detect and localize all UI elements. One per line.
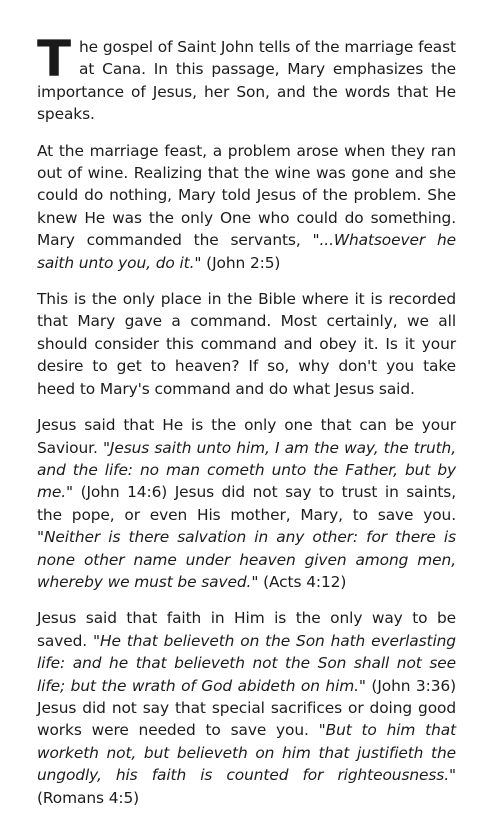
paragraph-4-text: Jesus said that He is the only one that can be your Saviour.	[37, 416, 456, 457]
paragraph-1	[37, 30, 456, 126]
scripture-quote-john-14-6: "Jesus saith unto him, I am the way, the truth, and the life: no man cometh unto the Father, but by me."	[37, 438, 456, 502]
scripture-quote-john-3-36: "He that believeth on the Son hath everlasting life: and he that believeth not the Son shall not see life; but the wrath of God abideth on him."	[37, 631, 456, 695]
scripture-quote-john-2-5: "...Whatsoever he saith unto you, do it."	[37, 231, 456, 272]
paragraph-4	[37, 414, 456, 593]
paragraph-2-text: At the marriage feast, a problem arose when they ran out of wine. Realizing that the wine was gone and she could do nothing, Mary told Jesus of the problem. She knew He was the only One who could do something. Mary commanded the servants,	[37, 141, 456, 250]
paragraph-3-text: This is the only place in the Bible where it is recorded that Mary gave a command. Most certainly, we all should consider this command and obey it. Is it your desire to get to heaven? If so, why don't you take heed to Mary's command and do what Jesus said.	[37, 290, 456, 398]
drop-cap-letter: T	[37, 30, 72, 88]
scripture-quote-romans-4-5: "But to him that worketh not, but believeth on him that justifieth the ungodly, his faith is counted for righteousness."	[37, 721, 456, 785]
scripture-reference: (Acts 4:12)	[258, 572, 347, 591]
paragraph-2	[37, 140, 456, 274]
scripture-reference: (Romans 4:5)	[37, 788, 140, 807]
paragraph-4-text-continued: (John 14:6) Jesus did not say to trust in saints, the pope, or even His mother, Mary, to save you.	[37, 483, 456, 524]
paragraph-5-text-continued: (John 3:36) Jesus did not say that special sacrifices or doing good works were needed to save you.	[37, 676, 456, 740]
paragraph-1-text: he gospel of Saint John tells of the marriage feast at Cana. In this passage, Mary emphasizes the importance of Jesus, her Son, and the words that He speaks.	[37, 38, 456, 124]
paragraph-5-text: Jesus said that faith in Him is the only way to be saved.	[37, 609, 456, 650]
scripture-reference: (John 2:5)	[201, 253, 281, 272]
paragraph-3	[37, 288, 456, 400]
document-body	[37, 30, 456, 823]
scripture-quote-acts-4-12: "Neither is there salvation in any other: for there is none other name under heaven given among men, whereby we must be saved."	[37, 528, 456, 591]
paragraph-5	[37, 607, 456, 809]
